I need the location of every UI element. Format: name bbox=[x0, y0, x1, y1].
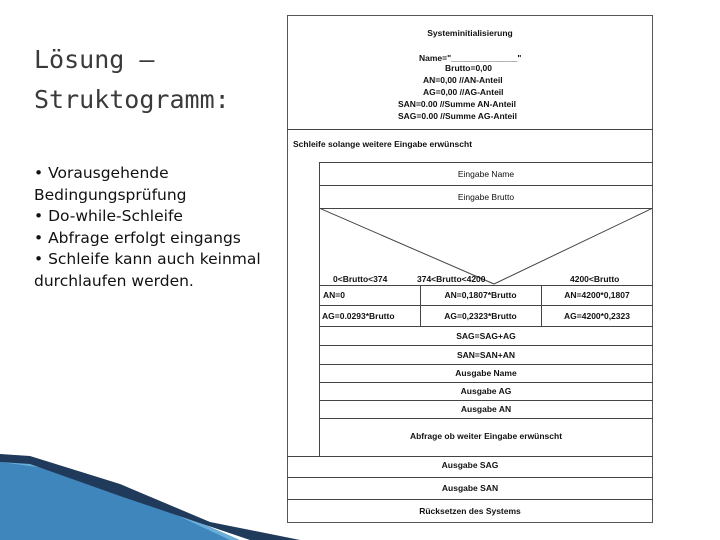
divider bbox=[319, 326, 653, 327]
swoosh-mid bbox=[0, 462, 230, 540]
divider bbox=[287, 477, 653, 478]
case-label: 374<Brutto<4200 bbox=[417, 274, 486, 284]
struktogramm bbox=[287, 15, 653, 523]
divider bbox=[319, 382, 653, 383]
divider bbox=[319, 400, 653, 401]
divider bbox=[287, 499, 653, 500]
case-label: 0<Brutto<374 bbox=[333, 274, 388, 284]
divider bbox=[319, 364, 653, 365]
loop-label: Schleife solange weitere Eingabe erwünscht bbox=[293, 139, 473, 149]
init-title: Systeminitialisierung bbox=[427, 28, 513, 38]
bullet-item: • Schleife kann auch keinmal durchlaufen werden. bbox=[34, 250, 261, 290]
divider bbox=[319, 285, 653, 286]
decorative-swoosh bbox=[0, 440, 300, 540]
after-statement: Rücksetzen des Systems bbox=[419, 506, 521, 516]
loop-statement: SAG=SAG+AG bbox=[456, 331, 516, 341]
input-brutto: Eingabe Brutto bbox=[457, 192, 515, 202]
bullet-item: • Abfrage erfolgt eingangs bbox=[34, 228, 241, 247]
init-line: SAN=0.00 //Summe AN-Anteil bbox=[398, 99, 517, 109]
init-line: Brutto=0,00 bbox=[445, 63, 492, 73]
loop-statement: Ausgabe AG bbox=[460, 386, 512, 396]
init-line: SAG=0.00 //Summe AG-Anteil bbox=[398, 111, 517, 121]
divider bbox=[287, 129, 653, 130]
case-label: 4200<Brutto bbox=[570, 274, 620, 284]
an-value: AN=0 bbox=[323, 290, 345, 300]
ag-value: AG=0.0293*Brutto bbox=[322, 311, 395, 321]
divider bbox=[319, 185, 653, 186]
init-line: Name="______________" bbox=[419, 53, 522, 63]
an-value: AN=4200*0,1807 bbox=[564, 290, 630, 300]
init-line: AG=0,00 //AG-Anteil bbox=[423, 87, 504, 97]
after-statement: Ausgabe SAN bbox=[441, 483, 499, 493]
divider bbox=[319, 345, 653, 346]
divider bbox=[319, 305, 653, 306]
after-statement: Ausgabe SAG bbox=[441, 460, 499, 470]
input-name: Eingabe Name bbox=[457, 169, 515, 179]
ag-value: AG=0,2323*Brutto bbox=[444, 311, 517, 321]
loop-statement: Ausgabe Name bbox=[455, 368, 517, 378]
bullet-item: • Vorausgehende Bedingungsprüfung bbox=[34, 164, 187, 204]
slide-title: Lösung – Struktogramm: bbox=[34, 45, 230, 114]
divider bbox=[319, 162, 653, 163]
an-value: AN=0,1807*Brutto bbox=[444, 290, 517, 300]
bullet-item: • Do-while-Schleife bbox=[34, 207, 183, 225]
divider bbox=[287, 456, 653, 457]
loop-condition: Abfrage ob weiter Eingabe erwünscht bbox=[409, 431, 563, 441]
bullet-list bbox=[34, 163, 274, 292]
loop-statement: Ausgabe AN bbox=[460, 404, 512, 414]
loop-statement: SAN=SAN+AN bbox=[456, 350, 516, 360]
ag-value: AG=4200*0,2323 bbox=[564, 311, 630, 321]
divider bbox=[319, 418, 653, 419]
init-line: AN=0,00 //AN-Anteil bbox=[423, 75, 503, 85]
